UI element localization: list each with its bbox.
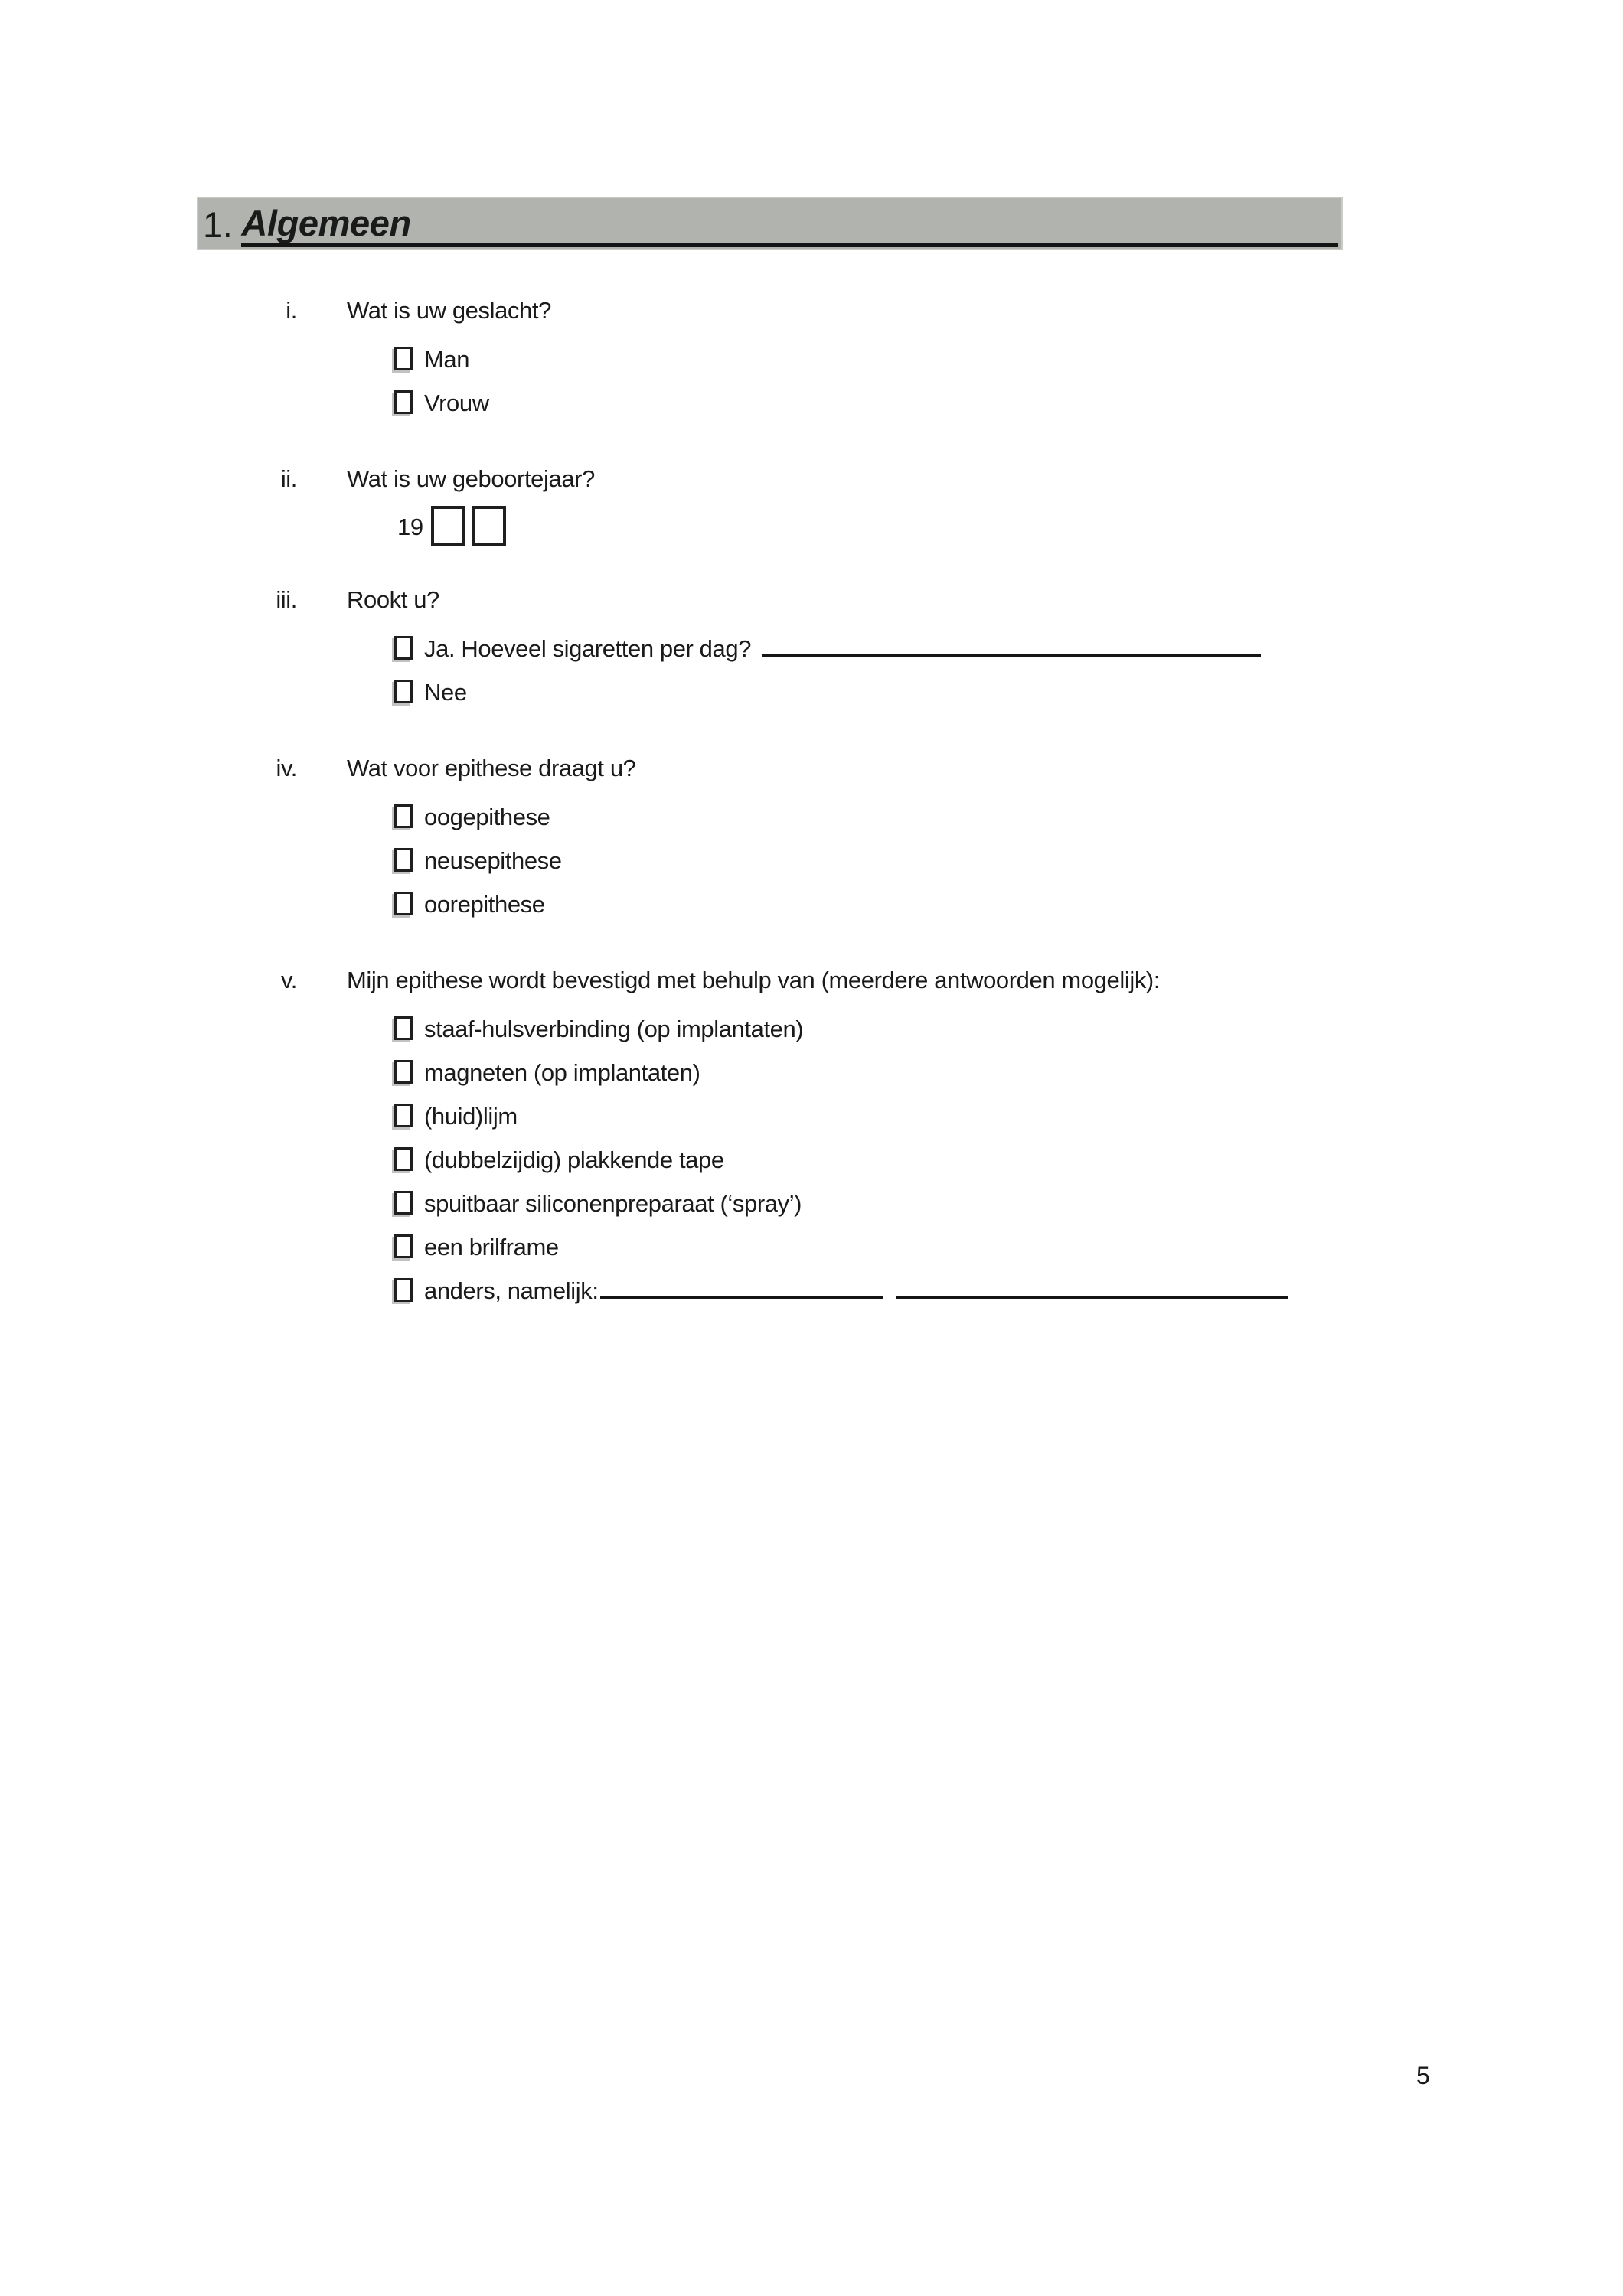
checkbox-option: [394, 839, 1345, 882]
answer-line[interactable]: [762, 631, 1261, 657]
checkbox-icon[interactable]: [394, 1278, 413, 1302]
options-group: [394, 627, 1345, 714]
checkbox-option: [394, 1182, 1345, 1225]
checkbox-option: [394, 882, 1345, 926]
section-header-bar: [197, 197, 1343, 250]
question-block-iii: [197, 584, 1345, 714]
question-row: [197, 752, 1345, 784]
checkbox-icon[interactable]: [394, 1060, 413, 1084]
question-block-iv: [197, 752, 1345, 926]
option-label: een brilframe: [424, 1234, 559, 1261]
options-group: [394, 338, 1345, 425]
checkbox-option: [394, 1138, 1345, 1182]
option-label: staaf-hulsverbinding (op implantaten): [424, 1016, 804, 1042]
question-text: Wat is uw geslacht?: [347, 297, 551, 324]
answer-line-1[interactable]: [600, 1273, 883, 1299]
option-label: anders, namelijk:: [424, 1277, 599, 1304]
questions-list: [197, 295, 1345, 1313]
option-label: oogepithese: [424, 804, 550, 830]
question-row: [197, 584, 1345, 616]
option-label: (huid)lijm: [424, 1103, 518, 1130]
section-title: Algemeen: [241, 205, 410, 247]
checkbox-option: [394, 1007, 1345, 1051]
option-label: magneten (op implantaten): [424, 1059, 700, 1086]
question-row: [197, 463, 1345, 495]
checkbox-icon[interactable]: [394, 680, 413, 703]
checkbox-icon[interactable]: [394, 1016, 413, 1040]
options-group: [394, 1007, 1345, 1313]
checkbox-option: [394, 1225, 1345, 1269]
section-number: 1.: [203, 204, 233, 245]
year-digit-box-2[interactable]: [472, 506, 506, 546]
checkbox-icon[interactable]: [394, 1191, 413, 1215]
question-numeral: iii.: [276, 586, 297, 613]
checkbox-option: [394, 1094, 1345, 1138]
checkbox-option: [394, 1269, 1345, 1313]
checkbox-option: [394, 795, 1345, 839]
question-numeral: v.: [280, 967, 297, 993]
checkbox-option: [394, 1051, 1345, 1094]
question-block-v: [197, 964, 1345, 1313]
year-input-row: [397, 506, 1345, 546]
checkbox-option: [394, 338, 1345, 381]
checkbox-icon[interactable]: [394, 804, 413, 828]
option-label: (dubbelzijdig) plakkende tape: [424, 1146, 724, 1173]
question-text: Wat voor epithese draagt u?: [347, 755, 636, 781]
checkbox-icon[interactable]: [394, 848, 413, 872]
year-digit-box-1[interactable]: [431, 506, 465, 546]
checkbox-option: [394, 381, 1345, 425]
question-numeral: ii.: [280, 465, 297, 492]
option-label: Nee: [424, 679, 467, 706]
question-numeral: i.: [286, 297, 297, 324]
checkbox-icon[interactable]: [394, 892, 413, 915]
question-block-i: [197, 295, 1345, 425]
option-label: oorepithese: [424, 891, 545, 918]
question-text: Mijn epithese wordt bevestigd met behulp van (meerdere antwoorden mogelijk):: [347, 967, 1161, 993]
question-text: Wat is uw geboortejaar?: [347, 465, 595, 492]
answer-line-2[interactable]: [896, 1273, 1288, 1299]
question-row: [197, 964, 1345, 996]
option-label: Man: [424, 346, 470, 373]
page-number: 5: [1416, 2062, 1430, 2089]
checkbox-icon[interactable]: [394, 1234, 413, 1258]
question-block-ii: [197, 463, 1345, 546]
checkbox-icon[interactable]: [394, 636, 413, 660]
checkbox-icon[interactable]: [394, 390, 413, 414]
checkbox-icon[interactable]: [394, 347, 413, 370]
checkbox-option: [394, 670, 1345, 714]
year-prefix: 19: [397, 514, 423, 540]
checkbox-option: [394, 627, 1345, 670]
option-label: Vrouw: [424, 390, 489, 416]
header-underline: [411, 235, 1338, 247]
option-label: spuitbaar siliconenpreparaat (‘spray’): [424, 1190, 802, 1217]
option-label: Ja. Hoeveel sigaretten per dag?: [424, 635, 752, 662]
option-label: neusepithese: [424, 847, 562, 874]
question-text: Rookt u?: [347, 586, 439, 613]
question-numeral: iv.: [276, 755, 297, 781]
question-row: [197, 295, 1345, 327]
checkbox-icon[interactable]: [394, 1104, 413, 1127]
options-group: [394, 795, 1345, 926]
checkbox-icon[interactable]: [394, 1147, 413, 1171]
